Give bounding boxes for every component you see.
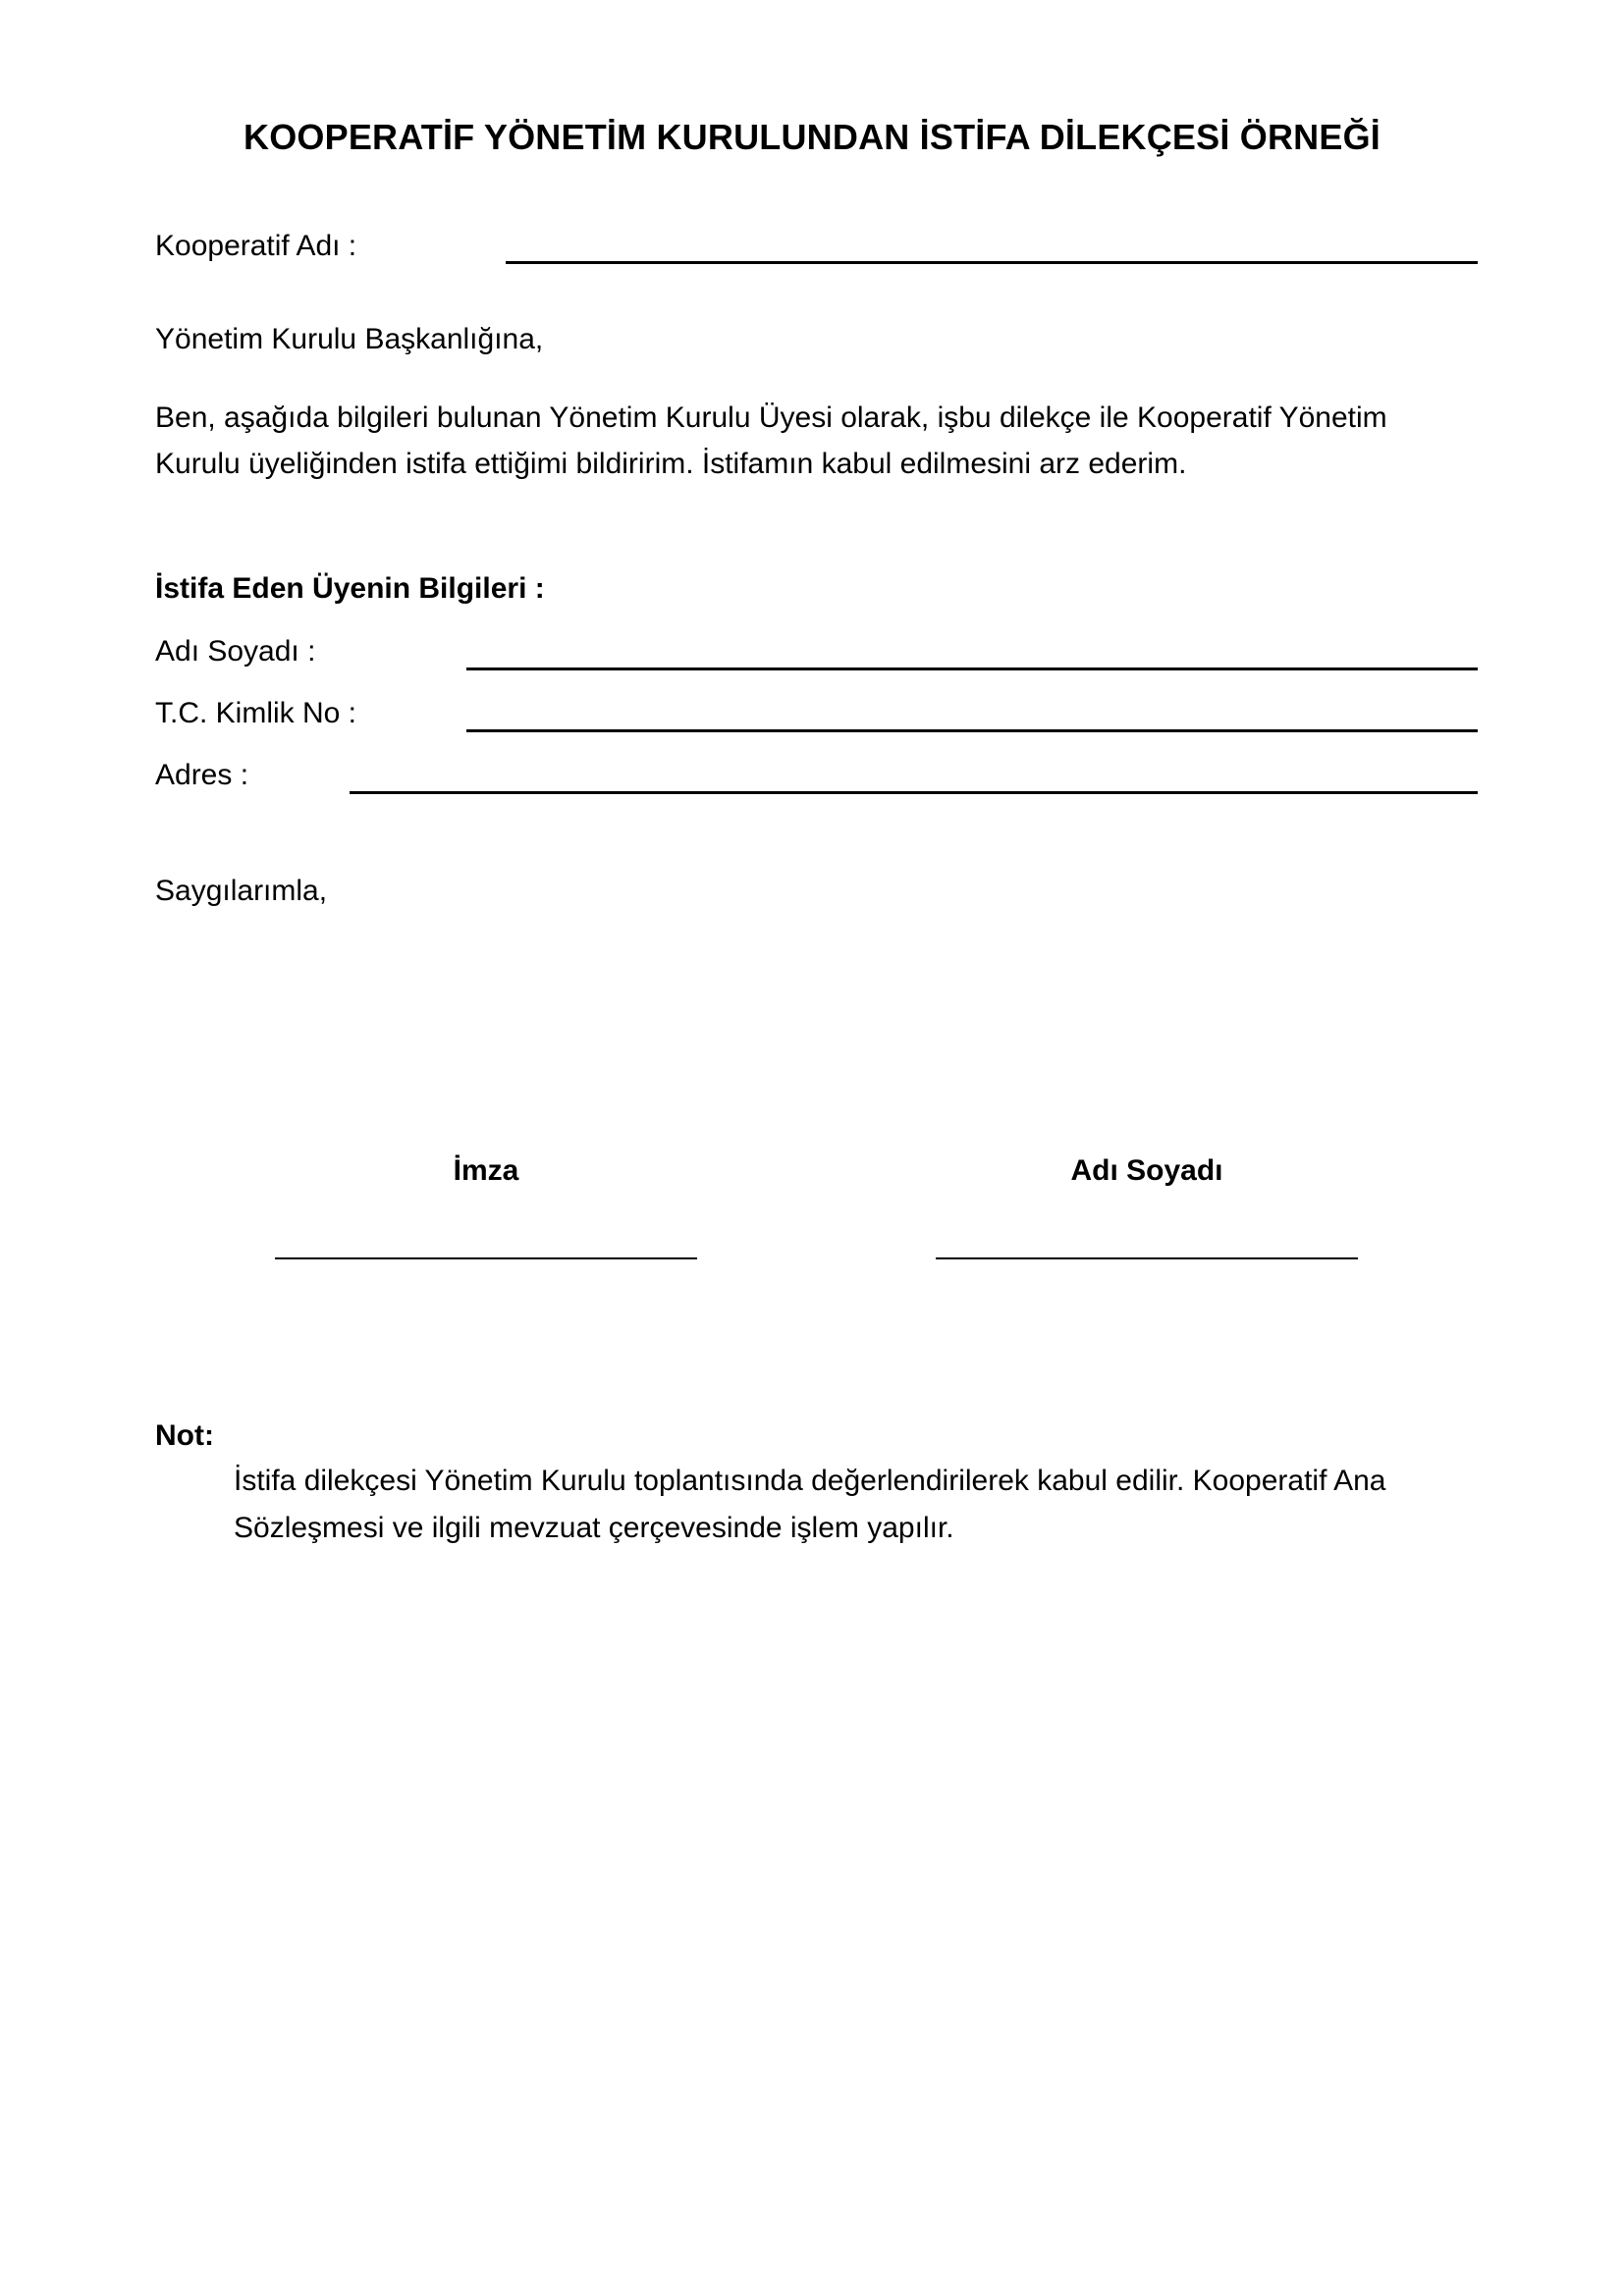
member-id-field[interactable] bbox=[466, 729, 1478, 732]
cooperative-name-field[interactable] bbox=[506, 261, 1478, 264]
note-heading: Not: bbox=[155, 1419, 214, 1452]
member-name-field[interactable] bbox=[466, 667, 1478, 670]
name-signature-field[interactable] bbox=[936, 1257, 1358, 1259]
cooperative-name-label: Kooperatif Adı : bbox=[155, 230, 357, 262]
closing-text: Saygılarımla, bbox=[155, 875, 328, 907]
signature-field[interactable] bbox=[275, 1257, 697, 1259]
body-text-line-2: Kurulu üyeliğinden istifa ettiğimi bildiririm. İstifamın kabul edilmesini arz ederim. bbox=[155, 448, 1187, 480]
note-text-line-1: İstifa dilekçesi Yönetim Kurulu toplantısında değerlendirilerek kabul edilir. Kooperatif Ana bbox=[234, 1465, 1386, 1497]
body-text-line-1: Ben, aşağıda bilgileri bulunan Yönetim Kurulu Üyesi olarak, işbu dilekçe ile Kooperatif Yönetim bbox=[155, 401, 1387, 434]
addressee: Yönetim Kurulu Başkanlığına, bbox=[155, 323, 544, 355]
note-text-line-2: Sözleşmesi ve ilgili mevzuat çerçevesinde işlem yapılır. bbox=[234, 1512, 954, 1544]
member-address-field[interactable] bbox=[350, 791, 1478, 794]
member-id-label: T.C. Kimlik No : bbox=[155, 697, 357, 729]
member-address-label: Adres : bbox=[155, 759, 249, 791]
member-name-label: Adı Soyadı : bbox=[155, 635, 316, 667]
signature-label: İmza bbox=[453, 1154, 519, 1187]
document-title: KOOPERATİF YÖNETİM KURULUNDAN İSTİFA DİLEKÇESİ ÖRNEĞİ bbox=[244, 117, 1380, 157]
name-signature-label: Adı Soyadı bbox=[1070, 1154, 1223, 1187]
member-info-heading: İstifa Eden Üyenin Bilgileri : bbox=[155, 572, 545, 605]
